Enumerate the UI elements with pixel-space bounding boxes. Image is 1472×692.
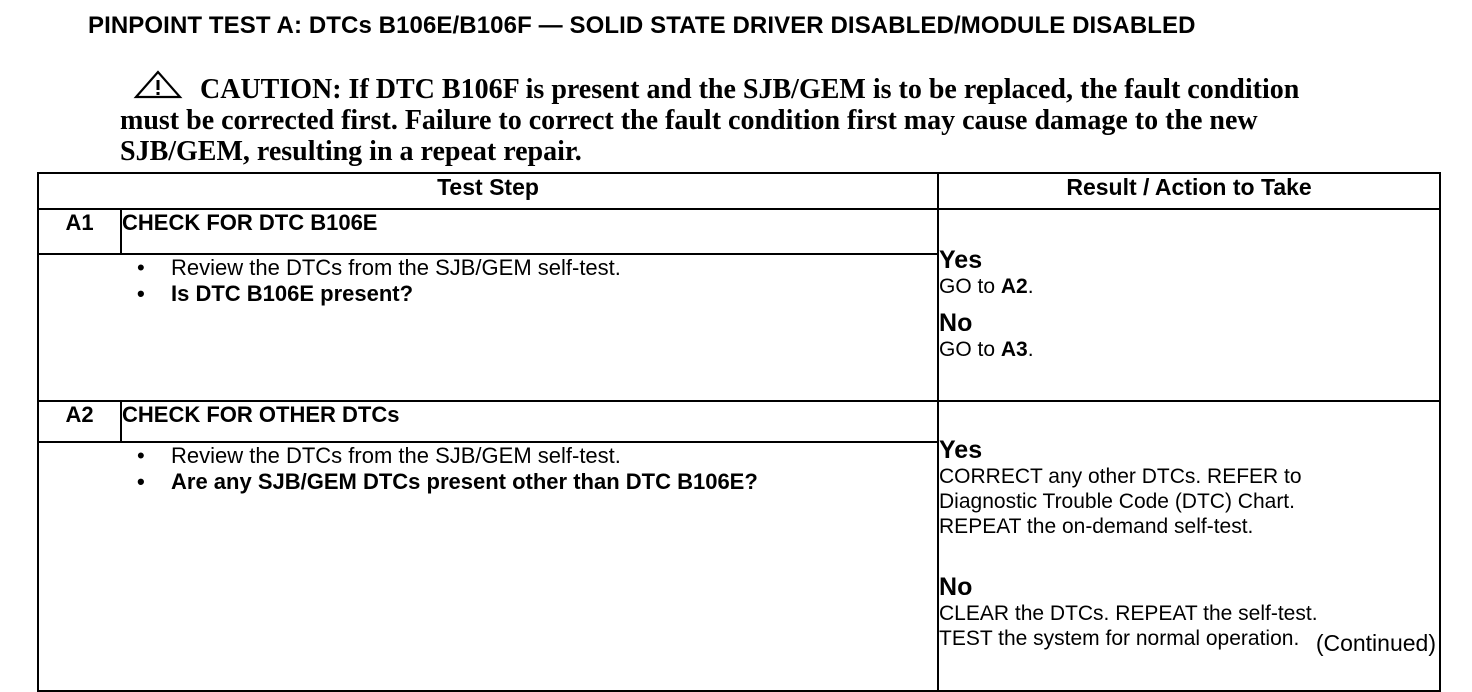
yes-action-line: CORRECT any other DTCs. REFER to	[939, 465, 1302, 488]
step-a2-title-row	[38, 401, 1440, 442]
step-number: A1	[38, 209, 121, 254]
list-item: • Review the DTCs from the SJB/GEM self-test.	[133, 443, 937, 469]
header-result-action: Result / Action to Take	[938, 173, 1440, 209]
yes-action: GO to A2.	[939, 275, 1034, 298]
table-header-row	[38, 173, 1440, 209]
no-action: GO to A3.	[939, 338, 1034, 361]
no-label: No	[939, 573, 973, 601]
step-a1-title-row	[38, 209, 1440, 254]
step-a2-description	[38, 442, 938, 691]
list-item: • Review the DTCs from the SJB/GEM self-test.	[133, 255, 937, 281]
yes-label: Yes	[939, 246, 983, 274]
yes-action-line: Diagnostic Trouble Code (DTC) Chart.	[939, 490, 1295, 513]
yes-label: Yes	[939, 436, 983, 464]
no-label: No	[939, 309, 973, 337]
caution-text: CAUTION: If DTC B106F is present and the SJB/GEM is to be replaced, the fault condition must be corrected first. Failure to correct the fault condition first may cause damage to the new SJB/GEM, resulting in a repeat repair.	[120, 74, 1300, 167]
caution-notice	[120, 70, 1340, 167]
header-test-step: Test Step	[38, 173, 938, 209]
warning-triangle-icon	[132, 70, 184, 100]
step-title: CHECK FOR OTHER DTCs	[121, 401, 938, 442]
yes-action-line: REPEAT the on-demand self-test.	[939, 515, 1254, 538]
list-item: • Is DTC B106E present?	[133, 281, 937, 307]
continued-note: (Continued)	[1315, 630, 1436, 656]
no-action-line: TEST the system for normal operation.	[939, 627, 1300, 650]
step-a1-description	[38, 254, 938, 401]
step-a1-result	[938, 209, 1440, 401]
no-action-line: CLEAR the DTCs. REPEAT the self-test.	[939, 602, 1318, 625]
step-number: A2	[38, 401, 121, 442]
step-title: CHECK FOR DTC B106E	[121, 209, 938, 254]
pinpoint-test-table	[37, 172, 1441, 692]
list-item: • Are any SJB/GEM DTCs present other than DTC B106E?	[133, 469, 937, 495]
page-title: PINPOINT TEST A: DTCs B106E/B106F — SOLID STATE DRIVER DISABLED/MODULE DISABLED	[88, 12, 1196, 39]
